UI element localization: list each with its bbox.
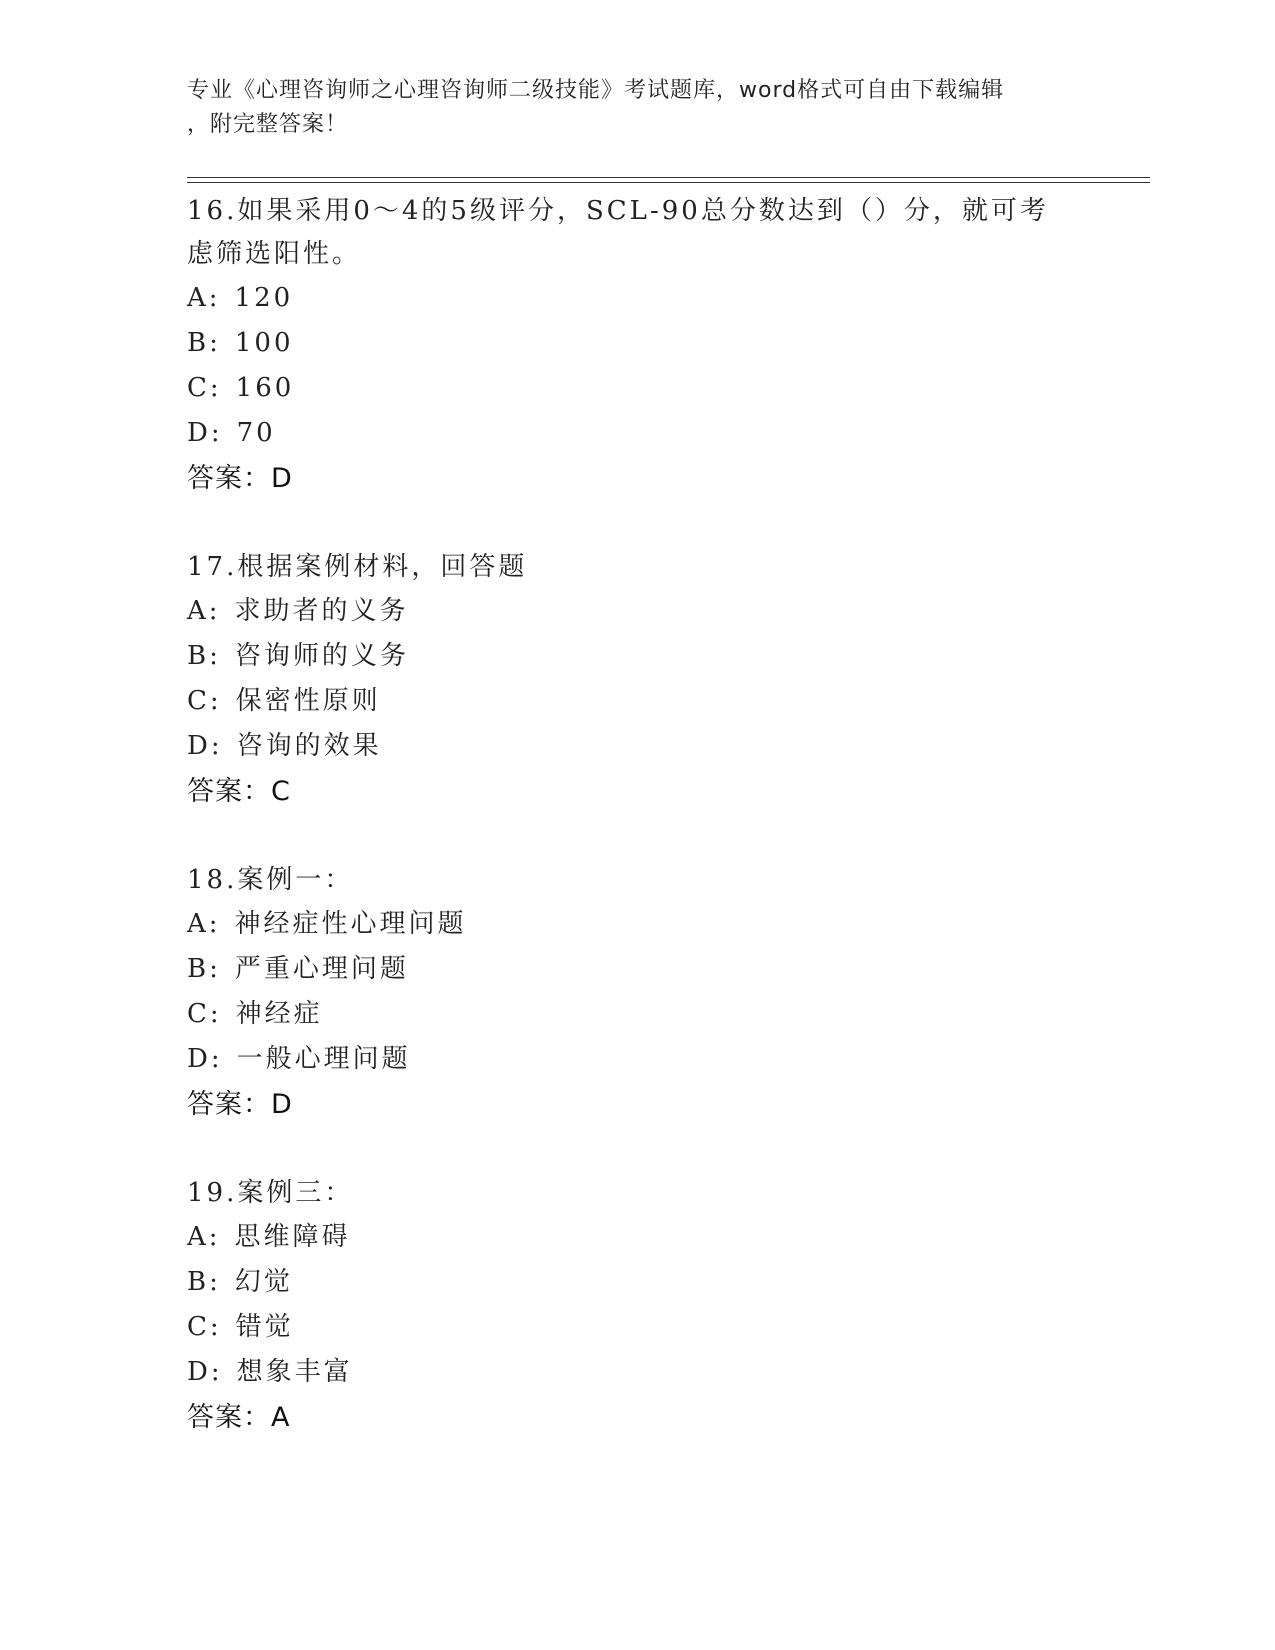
option-b xyxy=(187,634,1087,679)
option-letter: A: xyxy=(187,1222,221,1252)
header-double-rule xyxy=(187,177,1150,183)
option-d xyxy=(187,724,1087,769)
option-text: 咨询的效果 xyxy=(236,731,382,761)
option-text: 错觉 xyxy=(235,1312,294,1342)
question-list xyxy=(187,190,1087,1485)
option-text: 严重心理问题 xyxy=(234,954,409,984)
header-line-2: ，附完整答案！ xyxy=(187,112,349,137)
option-text: 咨询师的义务 xyxy=(234,641,409,671)
answer-label: 答案：A xyxy=(187,1402,291,1433)
option-letter: C: xyxy=(187,686,222,716)
option-a xyxy=(187,902,1087,947)
answer-label: 答案：D xyxy=(187,1089,293,1120)
question-stem: 19.案例三： xyxy=(187,1178,354,1208)
option-letter: B: xyxy=(187,954,221,984)
option-b xyxy=(187,321,1087,366)
option-letter: A: xyxy=(187,596,221,626)
option-letter: C: xyxy=(187,1312,222,1342)
option-text: 求助者的义务 xyxy=(234,596,409,626)
option-a xyxy=(187,589,1087,634)
option-letter: B: xyxy=(187,1267,221,1297)
option-letter: A: xyxy=(187,909,221,939)
option-d xyxy=(187,1350,1087,1395)
document-header xyxy=(187,74,1067,142)
option-letter: B: xyxy=(187,328,221,358)
question-stem: 17.根据案例材料，回答题 xyxy=(187,552,528,582)
option-letter: B: xyxy=(187,641,221,671)
option-c xyxy=(187,366,1087,411)
option-d xyxy=(187,1037,1087,1082)
option-letter: C: xyxy=(187,373,222,403)
option-text: 120 xyxy=(234,283,294,313)
option-b xyxy=(187,947,1087,992)
option-letter: D: xyxy=(187,1357,223,1387)
question-16 xyxy=(187,190,1087,501)
question-17 xyxy=(187,546,1087,814)
option-text: 70 xyxy=(236,418,276,448)
option-letter: D: xyxy=(187,418,223,448)
option-a xyxy=(187,1215,1087,1260)
answer-label: 答案：D xyxy=(187,463,293,494)
option-d xyxy=(187,411,1087,456)
question-18 xyxy=(187,859,1087,1127)
option-letter: A: xyxy=(187,283,221,313)
option-text: 思维障碍 xyxy=(234,1222,351,1252)
option-b xyxy=(187,1260,1087,1305)
header-line-1: 专业《心理咨询师之心理咨询师二级技能》考试题库，word格式可自由下载编辑 xyxy=(187,78,1005,103)
option-a xyxy=(187,276,1087,321)
option-text: 想象丰富 xyxy=(236,1357,353,1387)
option-letter: D: xyxy=(187,1044,223,1074)
question-19 xyxy=(187,1172,1087,1440)
option-text: 神经症性心理问题 xyxy=(234,909,467,939)
option-c xyxy=(187,679,1087,724)
option-letter: D: xyxy=(187,731,223,761)
answer-label: 答案：C xyxy=(187,776,291,807)
option-c xyxy=(187,1305,1087,1350)
option-letter: C: xyxy=(187,999,222,1029)
question-stem: 16.如果采用0～4的5级评分，SCL-90总分数达到（）分，就可考虑筛选阳性。 xyxy=(187,196,1049,269)
option-text: 一般心理问题 xyxy=(236,1044,411,1074)
option-text: 160 xyxy=(235,373,295,403)
option-text: 100 xyxy=(234,328,294,358)
option-text: 幻觉 xyxy=(234,1267,293,1297)
question-stem: 18.案例一： xyxy=(187,865,354,895)
option-text: 神经症 xyxy=(235,999,323,1029)
option-c xyxy=(187,992,1087,1037)
option-text: 保密性原则 xyxy=(235,686,381,716)
